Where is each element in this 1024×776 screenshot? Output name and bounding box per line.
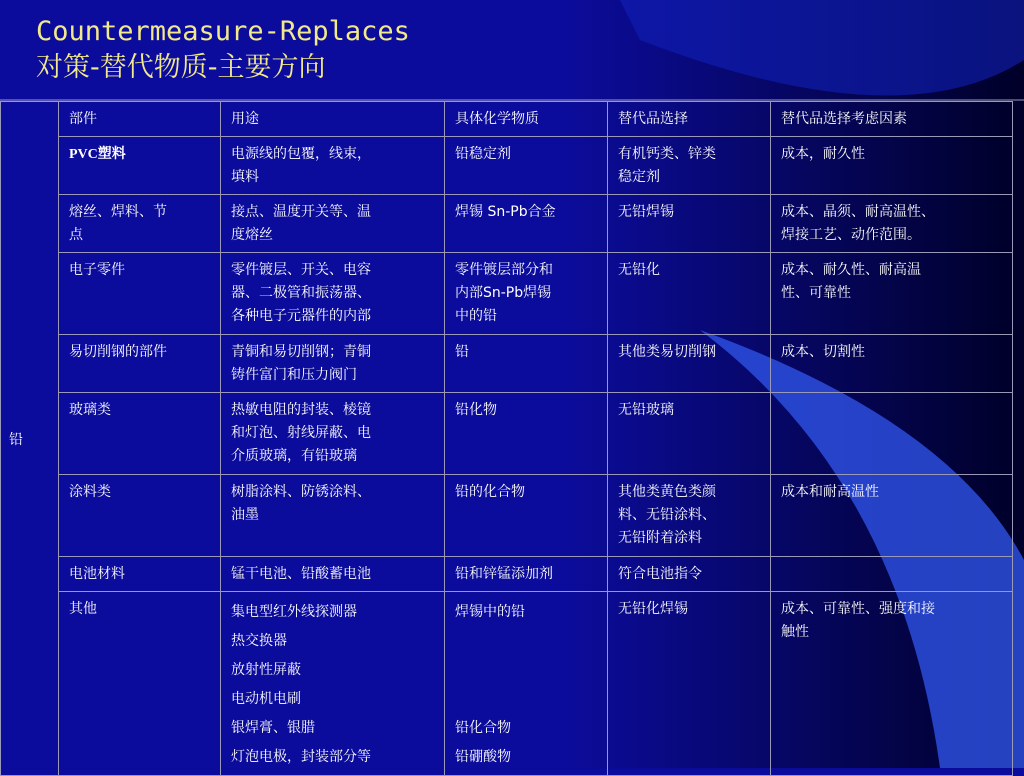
cell-factors	[771, 557, 1013, 592]
column-header-chemical: 具体化学物质	[445, 102, 608, 137]
cell-use: 锰干电池、铅酸蓄电池	[221, 557, 445, 592]
cell-alternative: 其他类易切削钢	[608, 335, 771, 393]
cell-chemical: 铅	[445, 335, 608, 393]
title-english: Countermeasure-Replaces	[36, 16, 410, 47]
cell-use: 接点、温度开关等、温 度熔丝	[221, 195, 445, 253]
cell-use: 集电型红外线探测器 热交换器 放射性屏蔽 电动机电刷 银焊膏、银腊 灯泡电极，封装部分等	[221, 592, 445, 776]
cell-chemical: 铅的化合物	[445, 475, 608, 557]
cell-chemical: 焊锡 Sn-Pb合金	[445, 195, 608, 253]
cell-part: 其他	[59, 592, 221, 776]
table-row	[1, 253, 1013, 335]
cell-factors: 成本、晶须、耐高温性、 焊接工艺、动作范围。	[771, 195, 1013, 253]
cell-chemical: 焊锡中的铅 铅化合物 铅硼酸物	[445, 592, 608, 776]
cell-alternative: 无铅焊锡	[608, 195, 771, 253]
table-row	[1, 195, 1013, 253]
cell-use: 青铜和易切削钢；青铜 铸件富门和压力阀门	[221, 335, 445, 393]
cell-part: 易切削钢的部件	[59, 335, 221, 393]
cell-factors: 成本和耐高温性	[771, 475, 1013, 557]
table-row	[1, 557, 1013, 592]
table-header-row	[1, 102, 1013, 137]
cell-use: 电源线的包覆，线束， 填料	[221, 137, 445, 195]
cell-part: 熔丝、焊料、节 点	[59, 195, 221, 253]
column-header-part: 部件	[59, 102, 221, 137]
cell-chemical: 零件镀层部分和 内部Sn-Pb焊锡 中的铅	[445, 253, 608, 335]
table-row	[1, 335, 1013, 393]
cell-factors	[771, 393, 1013, 475]
cell-part: 电子零件	[59, 253, 221, 335]
title-chinese: 对策-替代物质-主要方向	[36, 52, 326, 83]
cell-use: 热敏电阻的封装、棱镜 和灯泡、射线屏蔽、电 介质玻璃，有铅玻璃	[221, 393, 445, 475]
cell-factors: 成本，耐久性	[771, 137, 1013, 195]
cell-use: 树脂涂料、防锈涂料、 油墨	[221, 475, 445, 557]
slide-title	[36, 14, 410, 86]
cell-factors: 成本、耐久性、耐高温 性、可靠性	[771, 253, 1013, 335]
cell-part: 电池材料	[59, 557, 221, 592]
column-header-factors: 替代品选择考虑因素	[771, 102, 1013, 137]
cell-part: PVC塑料	[59, 137, 221, 195]
cell-chemical: 铅稳定剂	[445, 137, 608, 195]
countermeasure-table	[0, 101, 1013, 776]
cell-alternative: 符合电池指令	[608, 557, 771, 592]
table-row	[1, 137, 1013, 195]
cell-chemical: 铅和锌锰添加剂	[445, 557, 608, 592]
column-header-use: 用途	[221, 102, 445, 137]
cell-alternative: 无铅化焊锡	[608, 592, 771, 776]
cell-alternative: 有机钙类、锌类 稳定剂	[608, 137, 771, 195]
table-row	[1, 592, 1013, 776]
cell-part: 玻璃类	[59, 393, 221, 475]
side-label-lead: 铅	[1, 102, 59, 776]
cell-factors: 成本、可靠性、强度和接 触性	[771, 592, 1013, 776]
cell-factors: 成本、切割性	[771, 335, 1013, 393]
cell-alternative: 无铅化	[608, 253, 771, 335]
table-row	[1, 475, 1013, 557]
column-header-alternative: 替代品选择	[608, 102, 771, 137]
cell-use: 零件镀层、开关、电容 器、二极管和振荡器、 各种电子元器件的内部	[221, 253, 445, 335]
cell-chemical: 铅化物	[445, 393, 608, 475]
cell-part: 涂料类	[59, 475, 221, 557]
cell-alternative: 无铅玻璃	[608, 393, 771, 475]
table-row	[1, 393, 1013, 475]
cell-alternative: 其他类黄色类颜 料、无铅涂料、 无铅附着涂料	[608, 475, 771, 557]
